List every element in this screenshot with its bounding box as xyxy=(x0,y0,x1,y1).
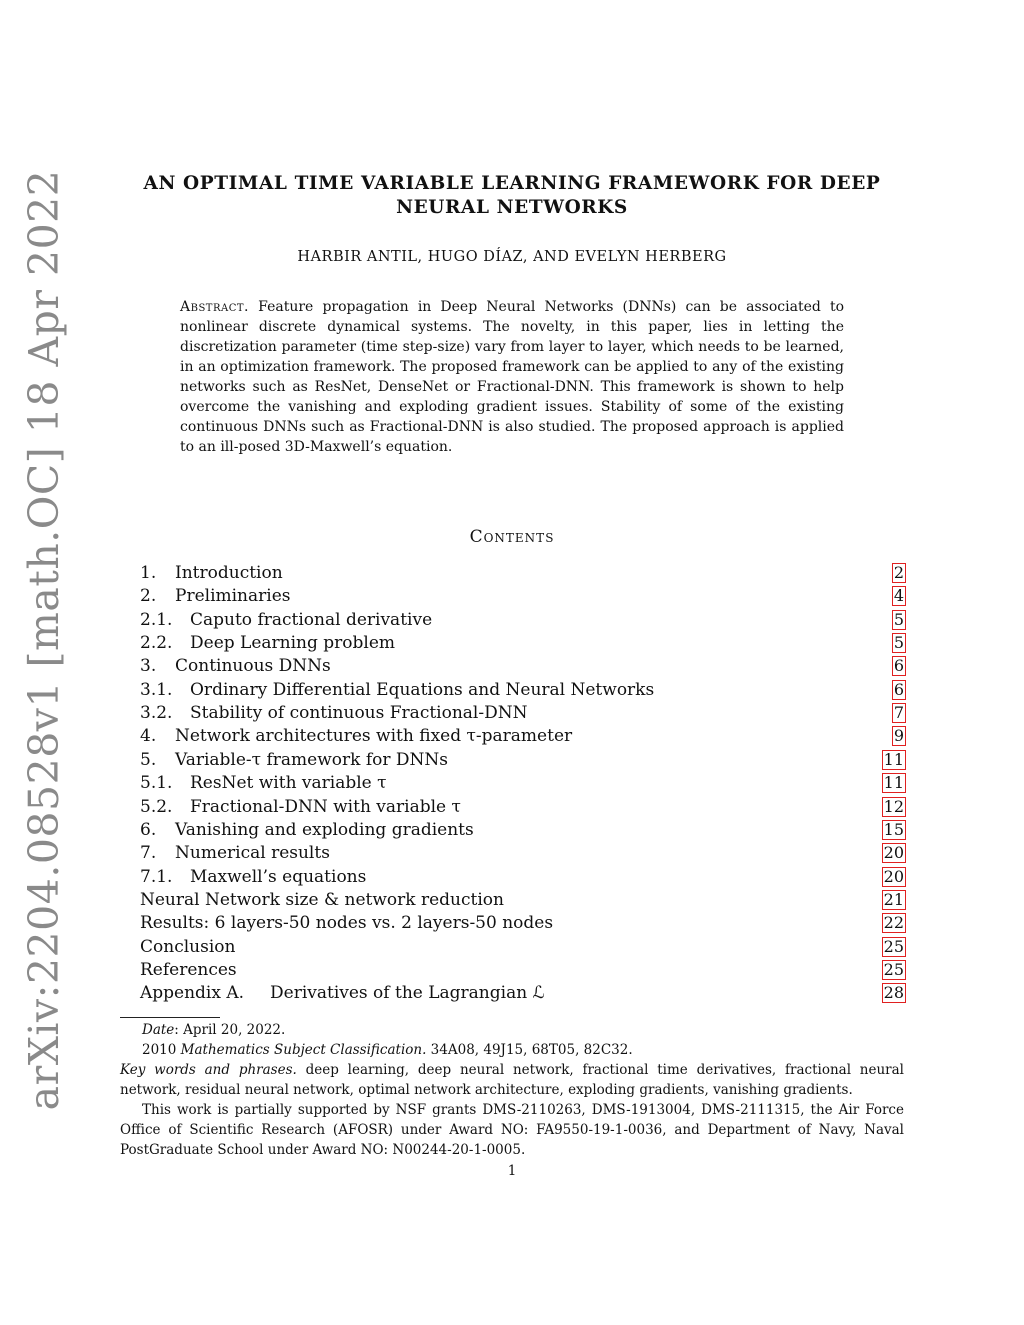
toc-page-link[interactable]: 9 xyxy=(893,726,904,746)
toc-page-link[interactable]: 5 xyxy=(893,633,904,653)
toc-entry-number: 4. xyxy=(140,726,157,747)
toc-entry-number: 2. xyxy=(140,586,157,607)
toc-entry[interactable] xyxy=(140,608,906,632)
footnote-rule xyxy=(120,1017,220,1018)
toc-entry-title: Continuous DNNs xyxy=(175,656,331,677)
keywords-label: Key words and phrases. xyxy=(120,1062,297,1078)
toc-page-link[interactable]: 2 xyxy=(893,563,904,582)
toc-page-link[interactable]: 6 xyxy=(893,679,904,699)
toc-entry[interactable] xyxy=(140,748,906,772)
toc-entry[interactable] xyxy=(140,701,906,725)
arxiv-id-text: arXiv:2204.08528v1 [math.OC] 18 Apr 2022 xyxy=(20,169,68,1111)
funding-footnote: This work is partially supported by NSF grants DMS-2110263, DMS-1913004, DMS-2111315, the Air Force Office of Scientific Research (AFOSR) under Award NO: FA9550-19-1-0036, and Department of Navy, Naval PostGraduate School under Award NO: N00244-20-1-0005. xyxy=(120,1102,904,1158)
toc-page-link[interactable]: 11 xyxy=(883,773,904,793)
toc-entry-title: Variable-τ framework for DNNs xyxy=(175,749,448,770)
toc-entry-number: 6. xyxy=(140,819,157,840)
toc-entry-number: 5.2. xyxy=(140,796,173,817)
toc-entry-title: Maxwell’s equations xyxy=(190,866,367,887)
toc-entry[interactable] xyxy=(140,888,906,912)
toc-page-link[interactable]: 28 xyxy=(883,983,904,1003)
toc-entry-number: 2.1. xyxy=(140,609,173,630)
toc-page-link[interactable]: 5 xyxy=(893,609,904,629)
toc-entry-number: 5.1. xyxy=(140,773,173,794)
toc-entry-title: Introduction xyxy=(175,563,283,583)
toc-entry-number: Appendix A. xyxy=(140,983,245,1004)
toc-page-link[interactable]: 12 xyxy=(883,796,904,816)
toc-entry-number: 7. xyxy=(140,843,157,864)
toc-entry-title: Results: 6 layers-50 nodes vs. 2 layers-50 nodes xyxy=(140,913,554,934)
msc-prefix: 2010 xyxy=(142,1042,181,1058)
toc-entry[interactable] xyxy=(140,935,906,959)
toc-page-link[interactable]: 4 xyxy=(893,586,904,606)
toc-page-link[interactable]: 20 xyxy=(883,866,904,886)
toc-entry[interactable] xyxy=(140,981,906,1005)
toc-entry[interactable] xyxy=(140,584,906,608)
toc-entry[interactable] xyxy=(140,818,906,842)
author-list: HARBIR ANTIL, HUGO DÍAZ, AND EVELYN HERBERG xyxy=(297,249,727,265)
toc-page-link[interactable]: 15 xyxy=(883,819,904,839)
toc-entry[interactable] xyxy=(140,841,906,865)
toc-page-link[interactable]: 11 xyxy=(883,749,904,769)
toc-entry-title: Conclusion xyxy=(140,936,236,957)
date-value: : April 20, 2022. xyxy=(174,1022,286,1038)
toc-entry[interactable] xyxy=(140,795,906,819)
keywords-footnote xyxy=(120,1060,904,1100)
toc-entry-title: Network architectures with fixed τ-parameter xyxy=(175,726,573,747)
toc-page-link[interactable]: 20 xyxy=(883,843,904,863)
toc-page-link[interactable]: 25 xyxy=(883,936,904,956)
toc-entry-number: 3.2. xyxy=(140,703,173,724)
toc-entry-title: ResNet with variable τ xyxy=(190,773,387,794)
paper-title xyxy=(100,172,924,220)
toc-entry[interactable] xyxy=(140,911,906,935)
toc-entry[interactable] xyxy=(140,561,906,585)
toc-entry-title: Numerical results xyxy=(175,843,330,864)
footnotes xyxy=(120,1020,904,1160)
toc-entry-number: 7.1. xyxy=(140,866,173,887)
toc-entry[interactable] xyxy=(140,678,906,702)
toc-page-link[interactable]: 6 xyxy=(893,656,904,676)
toc-entry-number: 3. xyxy=(140,656,157,677)
msc-value: 34A08, 49J15, 68T05, 82C32. xyxy=(426,1042,633,1058)
toc-entry-number: 2.2. xyxy=(140,633,173,654)
toc-entry[interactable] xyxy=(140,865,906,889)
title-line-2: NEURAL NETWORKS xyxy=(396,197,628,218)
toc-entry-title: Stability of continuous Fractional-DNN xyxy=(190,703,528,724)
toc-entry-title: Preliminaries xyxy=(175,586,291,607)
toc-entry-title: Caputo fractional derivative xyxy=(190,609,433,630)
date-label: Date xyxy=(142,1022,175,1038)
abstract xyxy=(180,297,844,457)
abstract-text: Feature propagation in Deep Neural Networks (DNNs) can be associated to nonlinear discrete dynamical systems. The novelty, in this paper, lies in letting the discretization parameter (time step-size) vary from layer to layer, which needs to be learned, in an optimization framework. The proposed framework can be applied to any of the existing networks such as ResNet, DenseNet or Fractional-DNN. This framework is shown to help overcome the vanishing and exploding gradient issues. Stability of some of the existing continuous DNNs such as Fractional-DNN is also studied. The proposed approach is applied to an ill-posed 3D-Maxwell’s equation. xyxy=(180,299,844,455)
toc-page-link[interactable]: 25 xyxy=(883,959,904,979)
page-number: 1 xyxy=(507,1163,517,1179)
toc-page-link[interactable]: 7 xyxy=(893,703,904,723)
title-line-1: AN OPTIMAL TIME VARIABLE LEARNING FRAMEWORK FOR DEEP xyxy=(143,173,881,194)
toc-entry-title: Neural Network size & network reduction xyxy=(140,889,504,910)
toc-page-link[interactable]: 21 xyxy=(883,889,904,909)
abstract-label: Abstract. xyxy=(180,299,250,315)
toc-entry-title: Vanishing and exploding gradients xyxy=(175,819,474,840)
toc-entry-title: Derivatives of the Lagrangian ℒ xyxy=(270,983,545,1004)
toc-entry[interactable] xyxy=(140,631,906,655)
toc-entry-number: 1. xyxy=(140,563,157,583)
toc-entry-title: Ordinary Differential Equations and Neural Networks xyxy=(190,679,655,700)
toc-entry-title: Deep Learning problem xyxy=(190,633,396,654)
date-footnote xyxy=(120,1020,904,1040)
toc-entry-number: 5. xyxy=(140,749,157,770)
toc-entry-number: 3.1. xyxy=(140,679,173,700)
msc-footnote xyxy=(120,1040,904,1060)
toc-entry-title: References xyxy=(140,959,237,980)
arxiv-sidebar-stamp xyxy=(14,169,74,1111)
toc-entry[interactable] xyxy=(140,958,906,982)
toc-page-link[interactable]: 22 xyxy=(883,913,904,933)
keywords-value: deep learning, deep neural network, fractional time derivatives, fractional neural network, residual neural network, optimal network architecture, exploding gradients, vanishing gradients. xyxy=(120,1062,905,1098)
contents-heading: Contents xyxy=(469,527,555,547)
toc-entry-title: Fractional-DNN with variable τ xyxy=(190,796,461,817)
toc-entry[interactable] xyxy=(140,771,906,795)
toc-entry[interactable] xyxy=(140,724,906,748)
toc-entry[interactable] xyxy=(140,654,906,678)
msc-label: Mathematics Subject Classification. xyxy=(180,1042,427,1058)
